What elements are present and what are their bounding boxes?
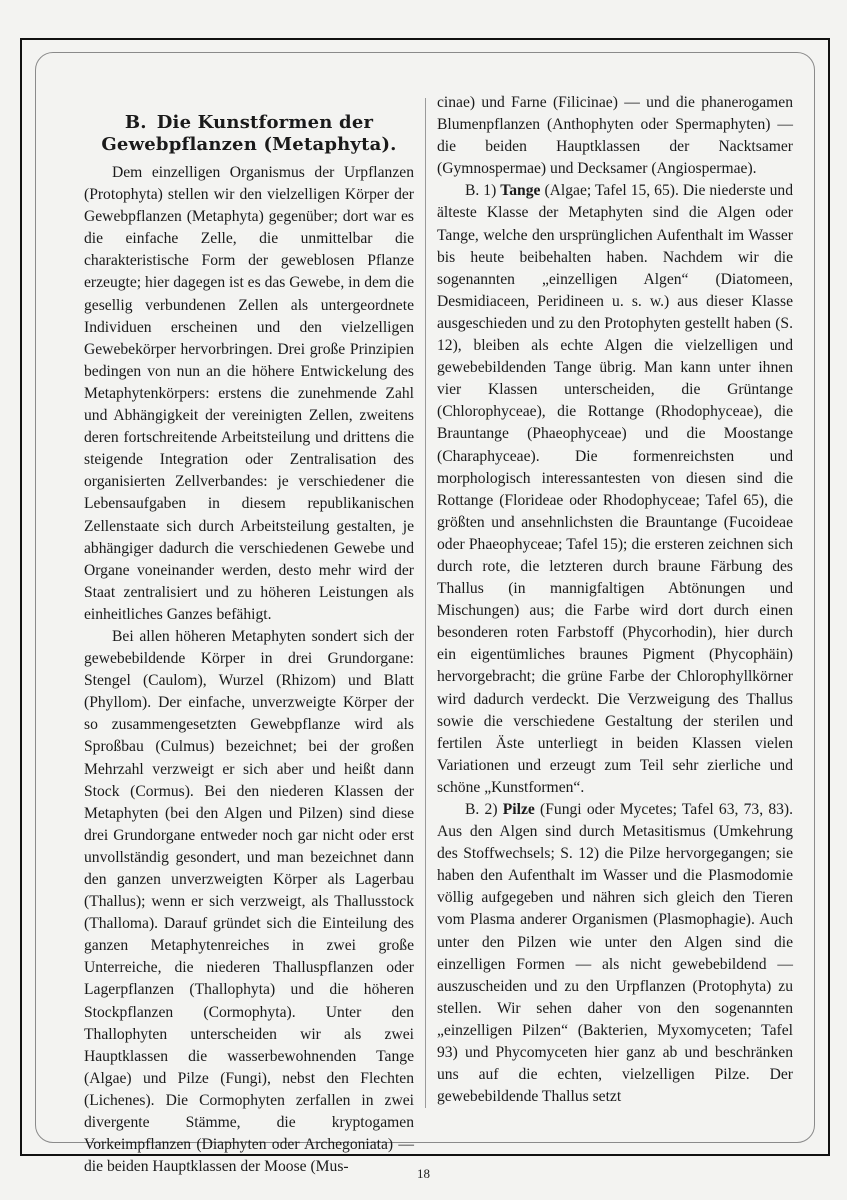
paragraph-algae xyxy=(437,180,793,799)
section-title: Die Kunstformen der Gewebpflanzen (Metaphyta). xyxy=(101,112,397,155)
paragraph-text: (Algae; Tafel 15, 65). Die niederste und älteste Klasse der Metaphyten sind die Algen oder Tange, welche den ursprünglichen Aufenthalt im Wasser bis heute beibehalten haben. Nachdem wir die sogenannten „einzelligen Algen“ (Diatomeen, Desmidiaceen, Peridineen u. s. w.) aus dieser Klasse ausgeschieden und zu den Protophyten gestellt haben (S. 12), bleiben als echte Algen die vielzelligen und gewebebildenden Tange übrig. Man kann unter ihnen vier Klassen unterscheiden, die Grüntange (Chlorophyceae), die Rottange (Rhodophyceae), die Brauntange (Phaeophyceae) und die Moostange (Charaphyceae). Die formenreichsten und morphologisch interessantesten von diesen sind die Rottange (Florideae oder Rhodophyceae; Tafel 65), die größten und ansehnlichsten die Brauntange (Fucoideae oder Phaeophyceae; Tafel 15); die ersteren zeichnen sich durch rote, die letzteren durch braune Färbung des Thallus (in mannigfaltigen Abtönungen und Mischungen) aus; die Farbe wird dort durch einen besonderen roten Farbstoff (Phycorhodin), hier durch ein eigentümliches braunes Pigment (Phycophäin) hervorgebracht; die grüne Farbe der Chlorophyllkörner wird dadurch verdeckt. Die Verzweigung des Thallus sowie die verschiedene Gestaltung der sterilen und fertilen Äste unterliegt in beiden Klassen vielen Variationen und erzeugt zum Teil sehr zierliche und schöne „Kunstformen“. xyxy=(437,182,794,796)
paragraph-fungi xyxy=(437,799,793,1108)
column-divider xyxy=(425,98,426,1108)
subsection-number: B. 2) xyxy=(465,801,498,818)
paragraph: Dem einzelligen Organismus der Urpflanzen (Protophyta) stellen wir den vielzelligen Körper der Gewebpflanzen (Metaphyta) gegenüber; dort war es die einfache Zelle, die unmittelbar die charakteristische Form der geweblosen Pflanze erzeugte; hier dagegen ist es das Gewebe, in dem die gesellig verbundenen Zellen als untergeordnete Individuen erscheinen und den vielzelligen Gewebekörper hervorbringen. Drei große Prinzipien bedingen von nun an die höhere Entwickelung des Metaphytenkörpers: erstens die zunehmende Zahl und Abhängigkeit der vereinigten Zellen, zweitens deren fortschreitende Arbeitsteilung und drittens die steigende Integration oder Zentralisation des organisierten Zellverbandes: je verschiedener die Lebensaufgaben in diesem republikanischen Zellenstaate sich durch Arbeitsteilung gestalten, je abhängiger dadurch die verschiedenen Gewebe und Organe voneinander werden, desto mehr wird der Staat zentralisiert und zu höheren Leistungen als einheitliches Ganzes befähigt. xyxy=(84,164,414,623)
right-column xyxy=(437,92,793,1108)
paragraph: Bei allen höheren Metaphyten sondert sich der gewebebildende Körper in drei Grundorgane: Stengel (Caulom), Wurzel (Rhizom) und Blatt (Phyllom). Der einfache, unverzweigte Körper der so zusammengesetzten Gewebpflanze wird als Sproßbau (Culmus) bezeichnet; bei der großen Mehrzahl verzweigt er sich aber und heißt dann Stock (Cormus). Bei den niederen Klassen der Metaphyten (bei den Algen und Pilzen) sind diese drei Grundorgane entweder noch gar nicht oder erst unvollständig gesondert, und man bezeichnet dann den ganzen unverzweigten Körper als Lagerbau (Thallus); wenn er sich verzweigt, als Thallusstock (Thalloma). Darauf gründet sich die Einteilung des ganzen Metaphytenreiches in zwei große Unterreiche, die niederen Thalluspflanzen oder Lagerpflanzen (Thallophyta) und die höheren Stockpflanzen (Cormophyta). Unter den Thallophyten unterscheiden wir als zwei Hauptklassen die wasserbewohnenden Tange (Algae) und Pilze (Fungi), nebst den Flechten (Lichenes). Die Cormophyten zerfallen in zwei divergente Stämme, die kryptogamen Vorkeimpflanzen (Diaphyten oder Archegoniata) — die beiden Hauptklassen der Moose (Mus- xyxy=(84,627,414,1176)
subsection-term: Tange xyxy=(500,182,541,200)
left-column xyxy=(84,92,414,1178)
page-number: 18 xyxy=(417,1166,430,1181)
paragraph-continuation: cinae) und Farne (Filicinae) — und die phanerogamen Blumenpflanzen (Anthophyten oder Spermaphyten) — die beiden Hauptklassen der Nacktsamer (Gymnospermae) und Decksamer (Angiospermae). xyxy=(437,94,793,178)
subsection-term: Pilze xyxy=(502,801,535,818)
section-letter: B. xyxy=(124,112,147,133)
paragraph-text: (Fungi oder Mycetes; Tafel 63, 73, 83). Aus den Algen sind durch Metasitismus (Umkehrung des Stoffwechsels; S. 12) die Pilze hervorgegangen; sie haben den Aufenthalt im Wasser und die Plasmodomie völlig aufgegeben und nähren sich gleich den Tieren vom Plasma anderer Organismen (Plasmophagie). Auch unter den Pilzen wie unter den Algen sind die einzelligen Formen — als nicht gewebebildend — auszuscheiden und zu den Urpflanzen (Protophyta) zu stellen. Wir sehen daher von den sogenannten „einzelligen Pilzen“ (Bakterien, Myxomyceten; Tafel 93) und Phycomyceten hier ganz ab und beschränken uns auf die echten, vielzelligen Pilze. Der gewebebildende Thallus setzt xyxy=(437,801,794,1106)
section-heading xyxy=(84,112,414,156)
subsection-number: B. 1) xyxy=(465,182,497,200)
